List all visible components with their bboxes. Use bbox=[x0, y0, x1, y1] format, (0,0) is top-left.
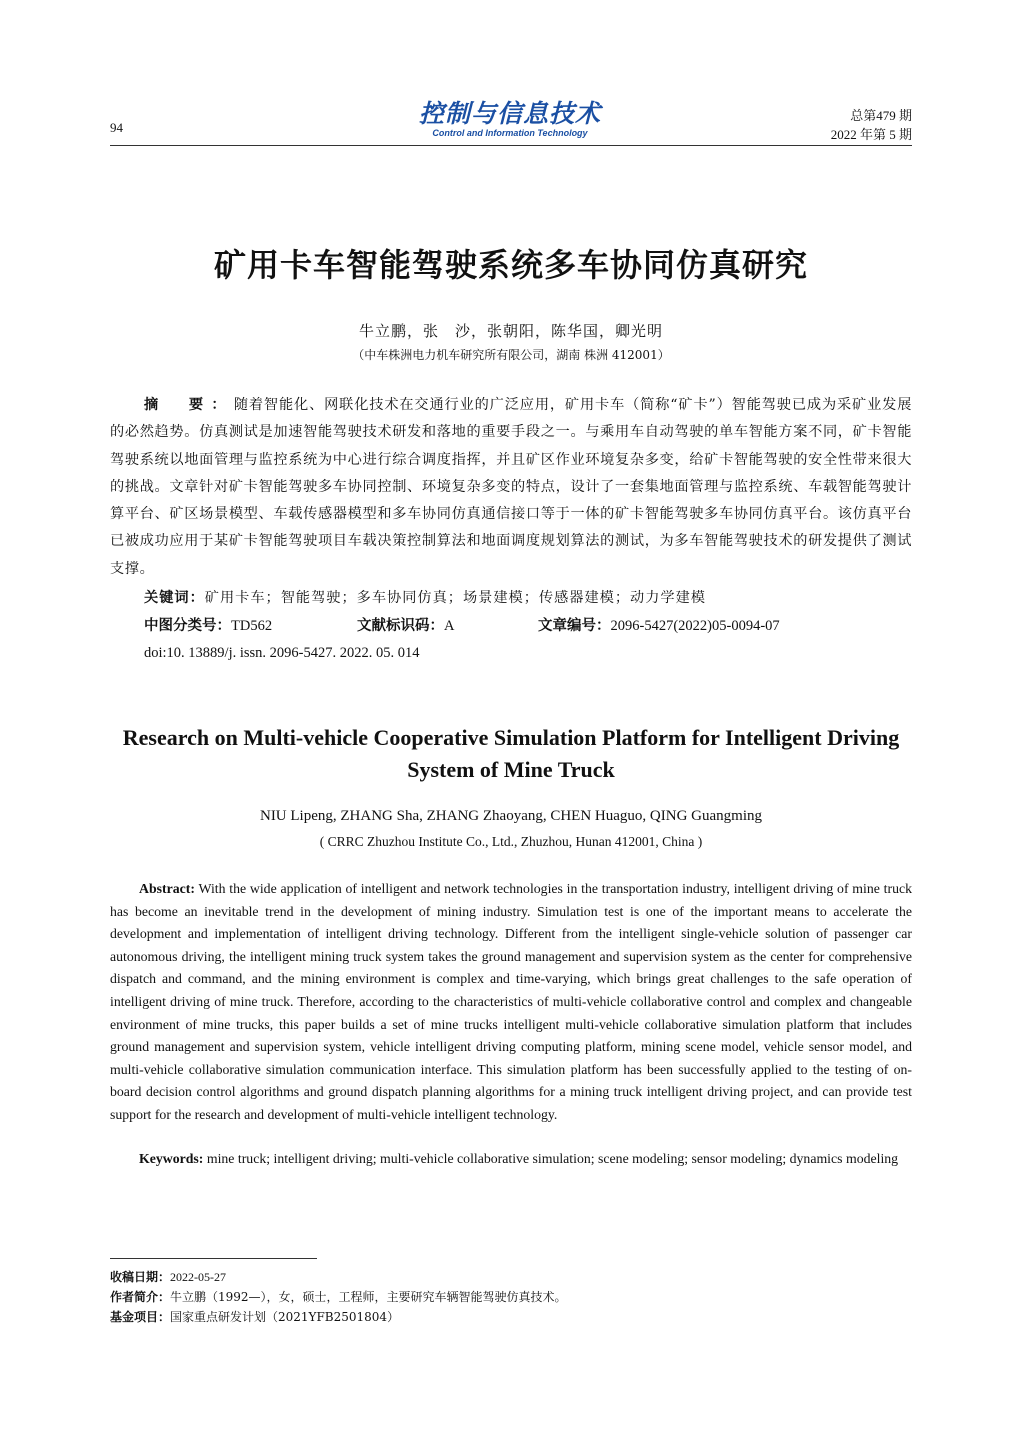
article-no-label: 文章编号： bbox=[538, 618, 611, 634]
header-rule bbox=[110, 145, 912, 146]
chinese-keywords-label: 关键词： bbox=[144, 590, 205, 606]
received-date: 2022-05-27 bbox=[170, 1270, 227, 1284]
english-keywords-text: mine truck; intelligent driving; multi-vehicle collaborative simulation; scene modeling; sensor modeling; dynamics modeling bbox=[206, 1151, 899, 1166]
issue-number: 2022 年第 5 期 bbox=[830, 127, 912, 142]
fund-text: 国家重点研发计划（2021YFB2501804） bbox=[170, 1310, 400, 1324]
english-keywords bbox=[110, 1148, 912, 1171]
page-number: 94 bbox=[110, 120, 123, 135]
english-abstract-label: Abstract: bbox=[139, 881, 195, 896]
journal-logo-cn: 控制与信息技术 bbox=[418, 99, 601, 128]
chinese-abstract-text: 随着智能化、网联化技术在交通行业的广泛应用，矿用卡车（简称“矿卡”）智能驾驶已成为采矿业发展的必然趋势。仿真测试是加速智能驾驶技术研发和落地的重要手段之一。与乘用车自动驾驶的单车智能方案不同，矿卡智能驾驶系统以地面管理与监控系统为中心进行综合调度指挥，并且矿区作业环境复杂多变，给矿卡智能驾驶的安全性带来很大的挑战。文章针对矿卡智能驾驶多车协同控制、环境复杂多变的特点，设计了一套集地面管理与监控系统、车载智能驾驶计算平台、矿区场景模型、车载传感器模型和多车协同仿真通信接口等于一体的矿卡智能驾驶多车协同仿真平台。该仿真平台已被成功应用于某矿卡智能驾驶项目车载决策控制算法和地面调度规划算法的测试，为多车智能驾驶技术的研发提供了测试支撑。 bbox=[110, 397, 912, 577]
chinese-abstract bbox=[110, 392, 912, 583]
received-label: 收稿日期： bbox=[110, 1270, 171, 1284]
chinese-abstract-label: 摘 要： bbox=[144, 397, 234, 413]
journal-logo bbox=[412, 100, 608, 139]
chinese-keywords bbox=[144, 587, 912, 607]
fund-label: 基金项目： bbox=[110, 1310, 171, 1324]
chinese-keywords-text: 矿用卡车；智能驾驶；多车协同仿真；场景建模；传感器建模；动力学建模 bbox=[204, 590, 706, 606]
doc-code-item bbox=[357, 614, 454, 635]
journal-logo-en: Control and Information Technology bbox=[432, 128, 588, 138]
author-bio: 牛立鹏（1992—），女，硕士，工程师，主要研究车辆智能驾驶仿真技术。 bbox=[170, 1290, 567, 1304]
article-no-value: 2096-5427(2022)05-0094-07 bbox=[610, 618, 780, 634]
doc-code-value: A bbox=[444, 618, 455, 634]
english-keywords-label: Keywords: bbox=[139, 1151, 204, 1166]
chinese-title: 矿用卡车智能驾驶系统多车协同仿真研究 bbox=[213, 246, 808, 284]
article-no-item bbox=[538, 614, 780, 635]
doc-code-label: 文献标识码： bbox=[357, 618, 444, 634]
issue-total: 总第479 期 bbox=[850, 108, 912, 123]
issue-info bbox=[831, 106, 912, 144]
clc-value: TD562 bbox=[231, 618, 273, 634]
english-abstract bbox=[110, 878, 912, 1127]
english-authors: NIU Lipeng, ZHANG Sha, ZHANG Zhaoyang, CHEN Huaguo, QING Guangming bbox=[259, 808, 762, 824]
footnote-fund bbox=[110, 1308, 912, 1326]
footnote-rule bbox=[110, 1258, 317, 1259]
footnote-author bbox=[110, 1288, 912, 1306]
chinese-affiliation: （中车株洲电力机车研究所有限公司，湖南 株洲 412001） bbox=[352, 348, 670, 362]
clc-item bbox=[144, 614, 272, 635]
clc-label: 中图分类号： bbox=[144, 618, 231, 634]
chinese-authors: 牛立鹏，张 沙，张朝阳，陈华国，卿光明 bbox=[358, 322, 663, 340]
doi: doi:10. 13889/j. issn. 2096-5427. 2022. 05. 014 bbox=[144, 645, 420, 661]
footnote-received bbox=[110, 1268, 912, 1286]
author-label: 作者简介： bbox=[110, 1290, 171, 1304]
english-title: Research on Multi-vehicle Cooperative Simulation Platform for Intelligent Driving System of Mine Truck bbox=[122, 725, 900, 782]
english-abstract-text: With the wide application of intelligent and network technologies in the transportation industry, intelligent driving of mine truck has become an inevitable trend in the development of mining industry. Simulation test is one of the important means to accelerate the development and implementation of intelligent driving technology. Different from the intelligent single-vehicle solution of passenger car autonomous driving, the intelligent mining truck system takes the ground management and supervision system as the center for comprehensive dispatch and command, and the mining environment is complex and time-varying, which brings great challenges to the safe operation of intelligent driving of mine truck. Therefore, according to the characteristics of multi-vehicle collaborative control and complex and changeable environment of mine trucks, this paper builds a set of mine trucks intelligent multi-vehicle collaborative simulation platform that includes ground management and supervision system, vehicle intelligent driving computing platform, mining scene model, vehicle sensor model, and multi-vehicle collaborative simulation communication interface. This simulation platform has been successfully applied to the testing of on-board decision control algorithms and ground dispatch planning algorithms for a mining truck intelligent driving project, and can provide test support for the research and development of multi-vehicle intelligent technology. bbox=[110, 881, 913, 1122]
english-affiliation: ( CRRC Zhuzhou Institute Co., Ltd., Zhuzhou, Hunan 412001, China ) bbox=[319, 834, 703, 849]
